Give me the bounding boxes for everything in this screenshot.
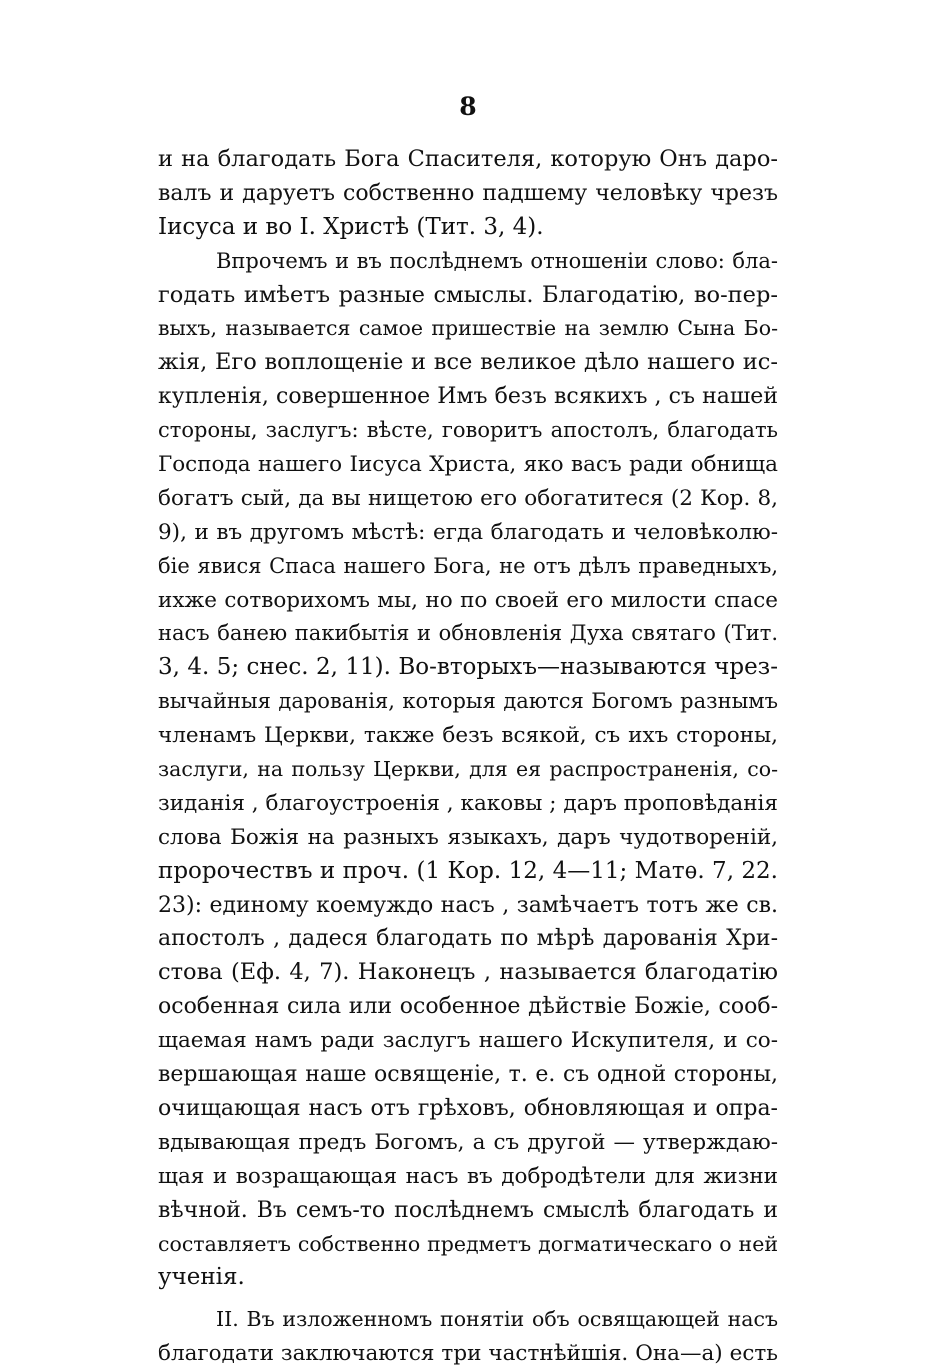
text-line: заслуги, на пользу Церкви, для ея распространенія, со- bbox=[158, 757, 778, 782]
text-line: апостолъ , дадеся благодать по мѣрѣ дарованія Хри- bbox=[158, 926, 778, 952]
paragraph-1 bbox=[158, 143, 778, 245]
paragraph-2 bbox=[158, 245, 778, 1296]
text-line: благодати заключаются три частнѣйшія. Она—а) есть bbox=[158, 1341, 778, 1367]
text-line: купленія, совершенное Имъ безъ всякихъ , съ нашей bbox=[158, 384, 778, 410]
text-line: слова Божія на разныхъ языкахъ, даръ чудотвореній, bbox=[158, 824, 778, 850]
text-line: стороны, заслугъ: вѣсте, говоритъ апостолъ, благодать bbox=[158, 418, 778, 443]
text-line: ихже сотворихомъ мы, но по своей его милости спасе bbox=[158, 587, 778, 613]
text-line: годать имѣетъ разные смыслы. Благодатію, во-пер- bbox=[158, 281, 778, 308]
text-line: насъ банею пакибытія и обновленія Духа святаго (Тит. bbox=[158, 621, 778, 646]
text-line: составляетъ собственно предметъ догматическаго о ней bbox=[158, 1231, 778, 1256]
text-line: особенная сила или особенное дѣйствіе Божіе, сооб- bbox=[158, 994, 778, 1020]
text-line: Господа нашего Іисуса Христа, яко васъ ради обнища bbox=[158, 452, 778, 478]
text-line: валъ и даруетъ собственно падшему человѣку чрезъ bbox=[158, 180, 778, 206]
text-line: выхъ, называется самое пришествіе на землю Сына Бо- bbox=[158, 316, 778, 341]
text-line: вдывающая предъ Богомъ, а съ другой — утверждаю- bbox=[158, 1129, 778, 1155]
text-line: вѣчной. Въ семъ-то послѣднемъ смыслѣ благодать и bbox=[158, 1197, 778, 1223]
text-line: 3, 4. 5; снес. 2, 11). Во-вторыхъ—называются чрез- bbox=[158, 654, 778, 681]
text-line: 9), и въ другомъ мѣстѣ: егда благодать и человѣколю- bbox=[158, 519, 778, 545]
text-line: богатъ сый, да вы нищетою его обогатитеся (2 Кор. 8, bbox=[158, 485, 778, 511]
paragraph-spacer bbox=[158, 1295, 778, 1303]
text-line: вычайныя дарованія, которыя даются Богомъ разнымъ bbox=[158, 689, 778, 714]
text-line: членамъ Церкви, также безъ всякой, съ ихъ стороны, bbox=[158, 723, 778, 749]
paragraph-3 bbox=[158, 1303, 778, 1371]
text-line: стова (Еф. 4, 7). Наконецъ , называется благодатію bbox=[158, 959, 778, 986]
text-line: и на благодать Бога Спасителя, которую Онъ даро- bbox=[158, 146, 778, 172]
text-line: біе явися Спаса нашего Бога, не отъ дѣлъ праведныхъ, bbox=[158, 553, 778, 578]
text-line: зиданія , благоустроенія , каковы ; даръ проповѣданія bbox=[158, 790, 778, 816]
text-line: вершающая наше освященіе, т. е. съ одной стороны, bbox=[158, 1062, 778, 1088]
page-number: 8 bbox=[459, 92, 477, 121]
text-line: ученія. bbox=[158, 1264, 245, 1291]
text-line: 23): единому коемуждо насъ , замѣчаетъ тотъ же св. bbox=[158, 892, 778, 918]
text-line: жія, Его воплощеніе и все великое дѣло нашего ис- bbox=[158, 349, 778, 376]
text-line: пророчествъ и проч. (1 Кор. 12, 4—11; Матѳ. 7, 22. bbox=[158, 857, 778, 884]
text-line: Іисуса и во І. Христѣ (Тит. 3, 4). bbox=[158, 213, 544, 240]
text-line: щая и возращающая насъ въ добродѣтели для жизни bbox=[158, 1163, 778, 1189]
text-line: Впрочемъ и въ послѣднемъ отношеніи слово: бла- bbox=[216, 248, 778, 273]
text-line: щаемая намъ ради заслугъ нашего Искупителя, и со- bbox=[158, 1028, 778, 1054]
text-line: очищающая насъ отъ грѣховъ, обновляющая и опра- bbox=[158, 1095, 778, 1121]
body-text bbox=[158, 143, 778, 1371]
text-line: II. Въ изложенномъ понятіи объ освящающей насъ bbox=[216, 1307, 778, 1332]
